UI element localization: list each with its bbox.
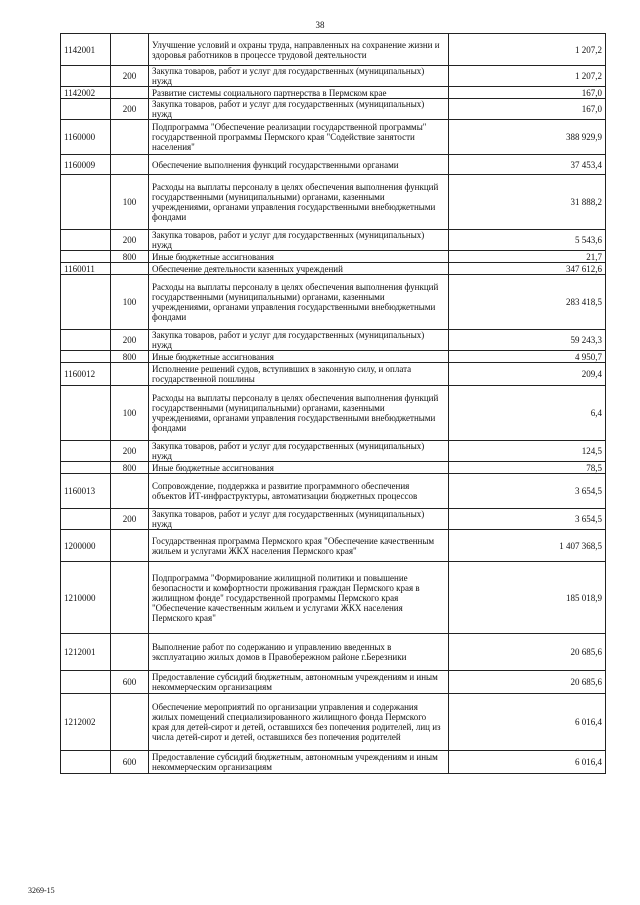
amount-cell: 347 612,6	[449, 263, 606, 275]
table-row	[61, 66, 606, 87]
expense-type-cell: 200	[111, 99, 149, 120]
code-cell	[61, 99, 111, 120]
name-cell: Расходы на выплаты персоналу в целях обеспечения выполнения функций государственными (муниципальными) органами, казенными учреждениями, органами управления государственными внебюджетными фондами	[149, 386, 449, 441]
amount-cell: 388 929,9	[449, 120, 606, 155]
expense-type-cell	[111, 474, 149, 509]
table-row	[61, 351, 606, 363]
table-row	[61, 230, 606, 251]
expense-type-cell	[111, 87, 149, 99]
expense-type-cell	[111, 694, 149, 751]
amount-cell: 283 418,5	[449, 275, 606, 330]
name-cell: Закупка товаров, работ и услуг для государственных (муниципальных) нужд	[149, 509, 449, 530]
code-cell: 1160009	[61, 155, 111, 175]
amount-cell: 6 016,4	[449, 694, 606, 751]
name-cell: Обеспечение деятельности казенных учреждений	[149, 263, 449, 275]
name-cell: Выполнение работ по содержанию и управлению введенных в эксплуатацию жилых домов в Правобережном районе г.Березники	[149, 634, 449, 671]
table-row	[61, 694, 606, 751]
name-cell: Расходы на выплаты персоналу в целях обеспечения выполнения функций государственными (муниципальными) органами, казенными учреждениями, органами управления государственными внебюджетными фондами	[149, 275, 449, 330]
table-row	[61, 155, 606, 175]
code-cell	[61, 751, 111, 774]
table-row	[61, 386, 606, 441]
code-cell	[61, 230, 111, 251]
name-cell: Закупка товаров, работ и услуг для государственных (муниципальных) нужд	[149, 66, 449, 87]
table-row	[61, 671, 606, 694]
name-cell: Иные бюджетные ассигнования	[149, 462, 449, 474]
expense-type-cell: 200	[111, 330, 149, 351]
amount-cell: 185 018,9	[449, 562, 606, 634]
table-row	[61, 275, 606, 330]
document-code: 3269-15	[28, 886, 55, 895]
name-cell: Закупка товаров, работ и услуг для государственных (муниципальных) нужд	[149, 441, 449, 462]
amount-cell: 167,0	[449, 87, 606, 99]
code-cell	[61, 330, 111, 351]
amount-cell: 20 685,6	[449, 671, 606, 694]
name-cell: Обеспечение мероприятий по организации управления и содержания жилых помещений специализированного жилищного фонда Пермского края для детей-сирот и детей, оставшихся без попечения родителей, лиц из числа детей-сирот и детей, оставшихся без попечения родителей	[149, 694, 449, 751]
expense-type-cell: 200	[111, 441, 149, 462]
expense-type-cell: 200	[111, 509, 149, 530]
table-row	[61, 441, 606, 462]
table-row	[61, 751, 606, 774]
name-cell: Улучшение условий и охраны труда, направленных на сохранение жизни и здоровья работников в процессе трудовой деятельности	[149, 34, 449, 66]
name-cell: Исполнение решений судов, вступивших в законную силу, и оплата государственной пошлины	[149, 363, 449, 386]
expense-type-cell: 200	[111, 230, 149, 251]
budget-table	[60, 33, 606, 774]
expense-type-cell	[111, 530, 149, 562]
name-cell: Подпрограмма "Формирование жилищной политики и повышение безопасности и комфортности проживания граждан Пермского края в жилищном фонде" государственной программы Пермского края "Обеспечение качественным жильем и услугами ЖКХ населения Пермского края"	[149, 562, 449, 634]
amount-cell: 21,7	[449, 251, 606, 263]
amount-cell: 3 654,5	[449, 474, 606, 509]
name-cell: Государственная программа Пермского края "Обеспечение качественным жильем и услугами ЖКХ населения Пермского края"	[149, 530, 449, 562]
name-cell: Закупка товаров, работ и услуг для государственных (муниципальных) нужд	[149, 230, 449, 251]
name-cell: Обеспечение выполнения функций государственными органами	[149, 155, 449, 175]
amount-cell: 31 888,2	[449, 175, 606, 230]
code-cell: 1160012	[61, 363, 111, 386]
code-cell	[61, 275, 111, 330]
amount-cell: 1 207,2	[449, 34, 606, 66]
expense-type-cell: 100	[111, 275, 149, 330]
name-cell: Закупка товаров, работ и услуг для государственных (муниципальных) нужд	[149, 99, 449, 120]
expense-type-cell	[111, 34, 149, 66]
page-number: 38	[315, 20, 325, 30]
code-cell: 1200000	[61, 530, 111, 562]
expense-type-cell: 600	[111, 751, 149, 774]
expense-type-cell	[111, 562, 149, 634]
code-cell	[61, 509, 111, 530]
table-row	[61, 474, 606, 509]
expense-type-cell: 100	[111, 386, 149, 441]
amount-cell: 59 243,3	[449, 330, 606, 351]
table-row	[61, 462, 606, 474]
expense-type-cell	[111, 120, 149, 155]
code-cell: 1142001	[61, 34, 111, 66]
amount-cell: 6,4	[449, 386, 606, 441]
expense-type-cell	[111, 155, 149, 175]
amount-cell: 78,5	[449, 462, 606, 474]
amount-cell: 37 453,4	[449, 155, 606, 175]
expense-type-cell: 800	[111, 462, 149, 474]
code-cell	[61, 66, 111, 87]
expense-type-cell: 800	[111, 351, 149, 363]
amount-cell: 20 685,6	[449, 634, 606, 671]
expense-type-cell: 800	[111, 251, 149, 263]
table-row	[61, 263, 606, 275]
amount-cell: 6 016,4	[449, 751, 606, 774]
code-cell: 1212001	[61, 634, 111, 671]
name-cell: Расходы на выплаты персоналу в целях обеспечения выполнения функций государственными (муниципальными) органами, казенными учреждениями, органами управления государственными внебюджетными фондами	[149, 175, 449, 230]
code-cell: 1142002	[61, 87, 111, 99]
table-row	[61, 530, 606, 562]
code-cell	[61, 671, 111, 694]
code-cell	[61, 462, 111, 474]
table-row	[61, 330, 606, 351]
name-cell: Предоставление субсидий бюджетным, автономным учреждениям и иным некоммерческим организациям	[149, 671, 449, 694]
name-cell: Иные бюджетные ассигнования	[149, 251, 449, 263]
code-cell: 1160000	[61, 120, 111, 155]
code-cell	[61, 175, 111, 230]
table-row	[61, 87, 606, 99]
name-cell: Закупка товаров, работ и услуг для государственных (муниципальных) нужд	[149, 330, 449, 351]
table-row	[61, 34, 606, 66]
code-cell: 1160011	[61, 263, 111, 275]
code-cell	[61, 386, 111, 441]
amount-cell: 5 543,6	[449, 230, 606, 251]
table-row	[61, 251, 606, 263]
table-row	[61, 562, 606, 634]
amount-cell: 124,5	[449, 441, 606, 462]
expense-type-cell: 100	[111, 175, 149, 230]
table-row	[61, 175, 606, 230]
code-cell	[61, 251, 111, 263]
name-cell: Подпрограмма "Обеспечение реализации государственной программы" государственной программы Пермского края "Содействие занятости населения"	[149, 120, 449, 155]
name-cell: Развитие системы социального партнерства в Пермском крае	[149, 87, 449, 99]
code-cell	[61, 441, 111, 462]
amount-cell: 209,4	[449, 363, 606, 386]
amount-cell: 1 207,2	[449, 66, 606, 87]
code-cell	[61, 351, 111, 363]
amount-cell: 3 654,5	[449, 509, 606, 530]
name-cell: Предоставление субсидий бюджетным, автономным учреждениям и иным некоммерческим организациям	[149, 751, 449, 774]
name-cell: Сопровождение, поддержка и развитие программного обеспечения объектов ИТ-инфраструктуры, автоматизации бюджетных процессов	[149, 474, 449, 509]
code-cell: 1212002	[61, 694, 111, 751]
expense-type-cell: 200	[111, 66, 149, 87]
amount-cell: 1 407 368,5	[449, 530, 606, 562]
name-cell: Иные бюджетные ассигнования	[149, 351, 449, 363]
table-row	[61, 363, 606, 386]
table-row	[61, 634, 606, 671]
code-cell: 1160013	[61, 474, 111, 509]
expense-type-cell	[111, 263, 149, 275]
expense-type-cell	[111, 363, 149, 386]
table-row	[61, 120, 606, 155]
expense-type-cell: 600	[111, 671, 149, 694]
table-row	[61, 509, 606, 530]
expense-type-cell	[111, 634, 149, 671]
code-cell: 1210000	[61, 562, 111, 634]
amount-cell: 4 950,7	[449, 351, 606, 363]
table-row	[61, 99, 606, 120]
amount-cell: 167,0	[449, 99, 606, 120]
